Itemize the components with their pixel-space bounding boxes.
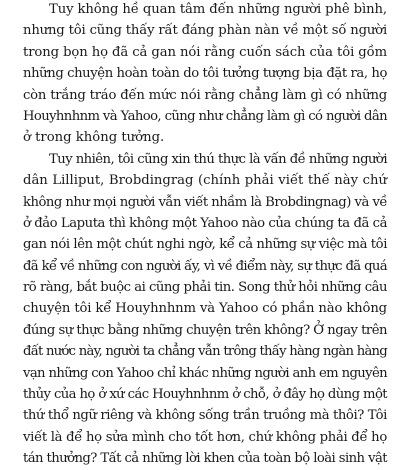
text-line: viết là để họ sửa mình cho tốt hơn, chứ không phải để họ (23, 429, 387, 445)
text-line: nhưng tôi cũng thấy rất đáng phàn nàn về một số người (23, 23, 387, 39)
text-line: ở trong không tưởng. (23, 130, 165, 146)
text-line: Houyhnhnm và Yahoo, cũng như chẳng làm gì có người dân (23, 108, 387, 124)
text-line: Tuy không hề quan tâm đến những người phê bình, (49, 2, 387, 17)
text-line: vạn những con Yahoo chỉ khác những người anh em nguyên (23, 365, 387, 381)
text-line: dân Lilliput, Brobdingrag (chính phải viết thế này chứ (23, 173, 387, 189)
text-line: những chuyện hoàn toàn do tôi tưởng tượng bịa đặt ra, họ (23, 66, 387, 82)
text-line: ở đảo Laputa thì không một Yahoo nào của chúng ta đã cả (23, 215, 387, 231)
paragraph-1 (23, 0, 387, 149)
text-line: gan nói lên một chút nghi ngờ, kể cả những sự việc mà tôi (23, 237, 387, 253)
text-line: chuyện tôi kể Houyhnhnm và Yahoo có phần nào không (23, 301, 387, 317)
text-line: thứ thổ ngữ riêng và không sống trần truồng mà thôi? Tôi (23, 408, 387, 424)
text-line: đất nước này, người ta chẳng vẫn trông thấy hàng ngàn hàng (23, 344, 387, 360)
text-line: không như mọi người vẫn viết nhầm là Brobdingnag) và về (23, 194, 387, 210)
text-line: trong bọn họ đã cả gan nói rằng cuốn sách của tôi gồm (23, 44, 387, 60)
paragraph-2 (23, 149, 387, 470)
text-line: tán thưởng? Tất cả những lời khen của toàn bộ loài sinh vật (23, 451, 387, 467)
body-text (23, 0, 387, 470)
text-line: còn trắng tráo đến mức nói rằng chẳng làm gì có những (23, 87, 387, 103)
text-line: đúng sự thực bằng những chuyện trên không? Ở ngay trên (23, 322, 387, 338)
text-line: Tuy nhiên, tôi cũng xin thú thực là vấn đề những người (49, 151, 387, 167)
text-line: rõ ràng, bắt buộc ai cũng phải tin. Song thử hỏi những câu (23, 280, 387, 296)
text-line: thủy của họ ở xứ các Houyhnhnm ở chỗ, ở đây họ dùng một (23, 387, 387, 403)
text-line: đã kể về những con người ấy, vì về điểm này, sự thực đã quá (23, 258, 387, 274)
